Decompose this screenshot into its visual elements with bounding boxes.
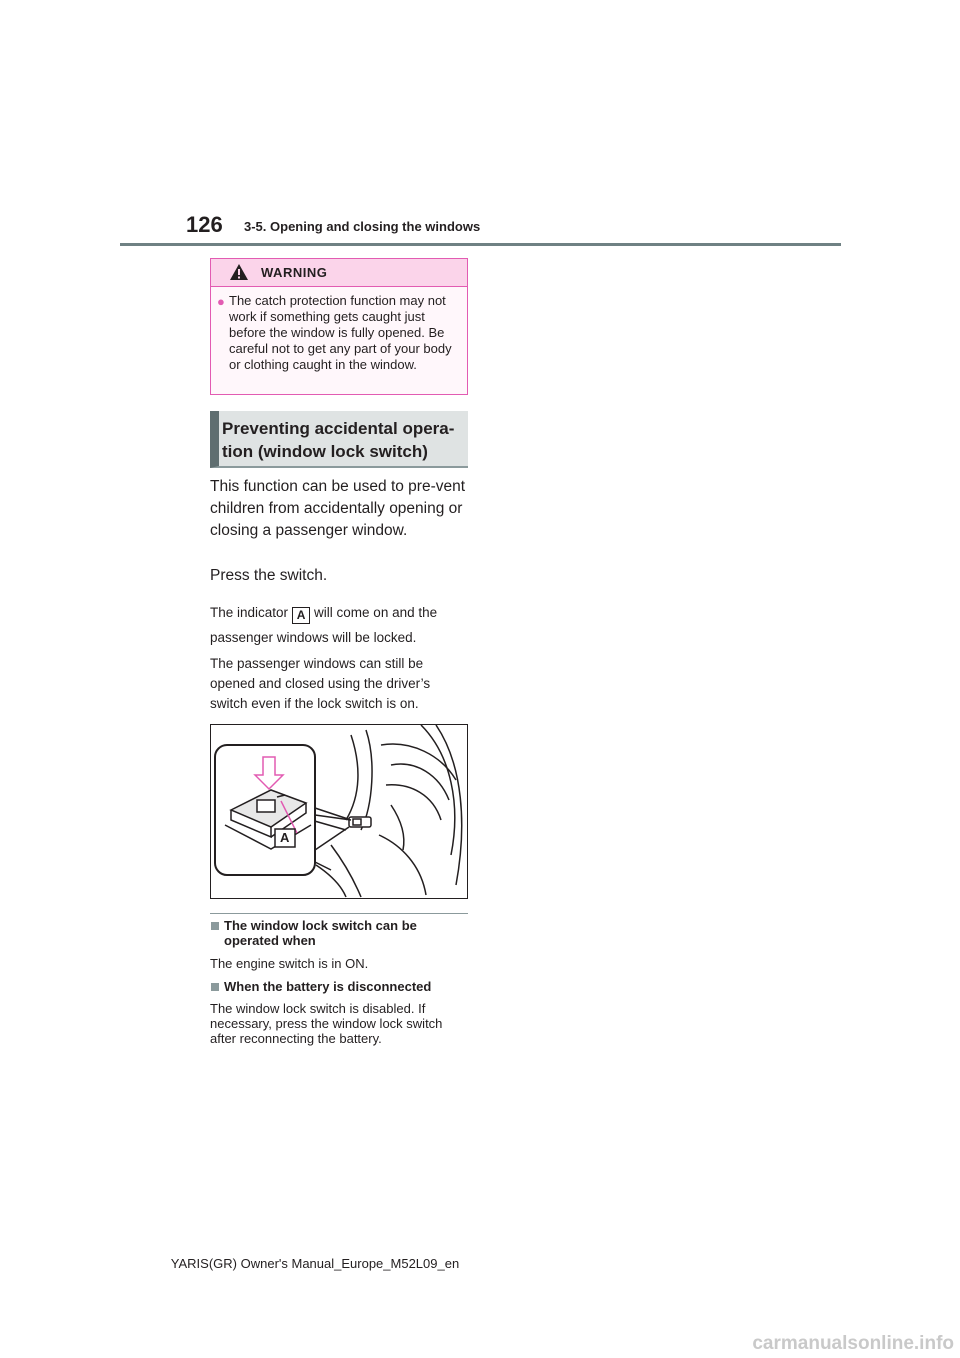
note-paragraph: The passenger windows can still be opened and closed using the driver’s switch even if the lock switch is on. <box>210 656 431 711</box>
intro-paragraph: This function can be used to pre-vent children from accidentally opening or closing a passenger window. <box>210 478 466 539</box>
warning-title: WARNING <box>261 265 328 280</box>
info-heading: The window lock switch can be operated when <box>224 918 417 948</box>
section-heading <box>210 411 468 468</box>
footer: YARIS(GR) Owner's Manual_Europe_M52L09_en <box>170 1256 460 1271</box>
step-instruction: Press the switch. <box>210 567 328 584</box>
indicator-line-2: passenger windows will be locked. <box>210 630 417 645</box>
square-bullet-icon <box>211 983 219 991</box>
page-number: 126 <box>186 212 223 237</box>
square-bullet-icon <box>211 922 219 930</box>
info-text: The window lock switch is disabled. If necessary, press the window lock switch after reconnecting the battery. <box>210 1001 443 1046</box>
bullet-icon: ● <box>217 294 225 309</box>
warning-text: The catch protection function may not work if something gets caught just before the window is fully opened. Be careful not to get any part of your body or clothing caught in the window. <box>229 293 452 372</box>
watermark: carmanualsonline.info <box>752 1333 954 1354</box>
warning-box <box>210 258 468 395</box>
header-rule <box>120 243 841 246</box>
illustration-callout-label: A <box>280 830 290 845</box>
indicator-text-after: will come on and the <box>314 605 438 620</box>
warning-header <box>211 259 467 287</box>
warning-triangle-icon <box>229 263 249 281</box>
section-heading-text: Preventing accidental opera-tion (window lock switch) <box>222 419 455 461</box>
section-title: 3-5. Opening and closing the windows <box>244 219 481 234</box>
info-text: The engine switch is in ON. <box>210 956 369 971</box>
dashboard-drawing <box>211 725 467 898</box>
info-divider <box>210 913 468 914</box>
indicator-sentence <box>210 605 437 624</box>
info-heading: When the battery is disconnected <box>224 979 432 994</box>
window-lock-switch-illustration <box>210 724 468 899</box>
callout-label: A <box>292 607 310 624</box>
indicator-text-before: The indicator <box>210 605 289 620</box>
